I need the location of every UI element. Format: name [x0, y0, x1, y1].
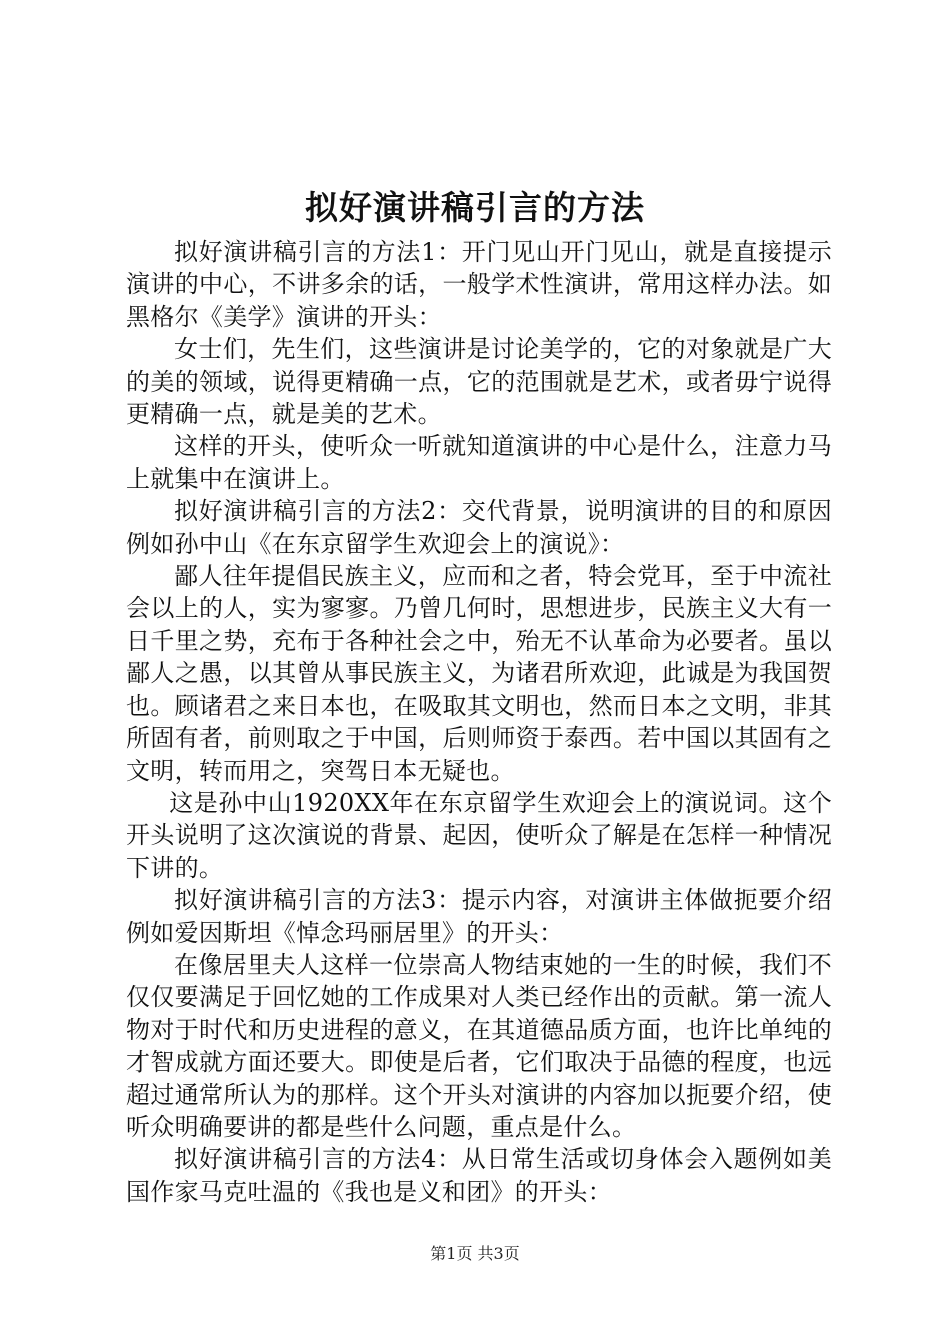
paragraph-method-2: 拟好演讲稿引言的方法2：交代背景，说明演讲的目的和原因例如孙中山《在东京留学生欢迎会上的演说》： [126, 497, 832, 558]
paragraph-method-1-comment: 这样的开头，使听众一听就知道演讲的中心是什么，注意力马上就集中在演讲上。 [126, 432, 832, 493]
paragraph-method-2-comment: 这是孙中山1920XX年在东京留学生欢迎会上的演说词。这个开头说明了这次演说的背景、起因，使听众了解是在怎样一种情况下讲的。 [126, 788, 832, 882]
paragraph-hegel-quote: 女士们，先生们，这些演讲是讨论美学的，它的对象就是广大的美的领域，说得更精确一点，它的范围就是艺术，或者毋宁说得更精确一点，就是美的艺术。 [126, 335, 832, 429]
paragraph-einstein-quote: 在像居里夫人这样一位崇高人物结束她的一生的时候，我们不仅仅要满足于回忆她的工作成果对人类已经作出的贡献。第一流人物对于时代和历史进程的意义，在其道德品质方面，也许比单纯的才智成就方面还要大。即使是后者，它们取决于品德的程度，也远超过通常所认为的那样。这个开头对演讲的内容加以扼要介绍，使听众明确要讲的都是些什么问题，重点是什么。 [126, 950, 832, 1141]
paragraph-method-4: 拟好演讲稿引言的方法4：从日常生活或切身体会入题例如美国作家马克吐温的《我也是义和团》的开头： [126, 1145, 832, 1206]
page-number-footer: 第1页 共3页 [430, 1244, 520, 1263]
paragraph-method-1: 拟好演讲稿引言的方法1：开门见山开门见山，就是直接提示演讲的中心，不讲多余的话，一般学术性演讲，常用这样办法。如黑格尔《美学》演讲的开头： [126, 238, 832, 331]
document-title: 拟好演讲稿引言的方法 [305, 188, 645, 227]
document-body [126, 236, 832, 1208]
paragraph-sun-quote: 鄙人往年提倡民族主义，应而和之者，特会党耳，至于中流社会以上的人，实为寥寥。乃曾几何时，思想进步，民族主义大有一日千里之势，充布于各种社会之中，殆无不认革命为必要者。虽以鄙人之愚，以其曾从事民族主义，为诸君所欢迎，此诚是为我国贺也。顾诸君之来日本也，在吸取其文明也，然而日本之文明，非其所固有者，前则取之于中国，后则师资于泰西。若中国以其固有之文明，转而用之，突驾日本无疑也。 [126, 562, 832, 785]
paragraph-method-3: 拟好演讲稿引言的方法3：提示内容，对演讲主体做扼要介绍例如爱因斯坦《悼念玛丽居里》的开头： [126, 886, 832, 947]
